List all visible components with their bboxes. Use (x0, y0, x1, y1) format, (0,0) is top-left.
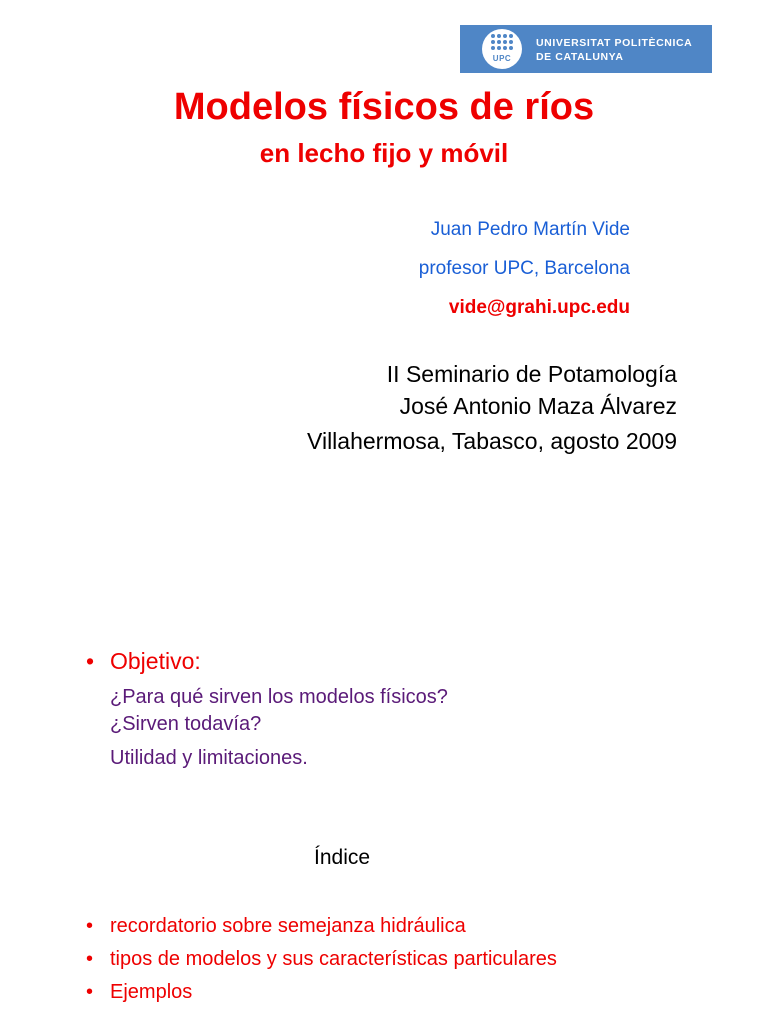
bullet-icon: • (86, 981, 94, 1003)
author-name: Juan Pedro Martín Vide (430, 219, 630, 240)
logo-wordmark (536, 36, 692, 64)
index-item-label: tipos de modelos y sus características particulares (110, 948, 557, 970)
event-honoree: José Antonio Maza Álvarez (399, 393, 677, 419)
author-email: vide@grahi.upc.edu (448, 297, 630, 318)
index-item (86, 915, 466, 938)
upc-logo (460, 25, 712, 73)
objective-item: ¿Sirven todavía? (110, 713, 262, 735)
objective-heading (86, 648, 201, 675)
event-seminar: II Seminario de Potamología (386, 361, 677, 387)
objective-item: ¿Para qué sirven los modelos físicos? (110, 686, 448, 708)
bullet-icon: • (86, 948, 94, 970)
author-affiliation: profesor UPC, Barcelona (418, 258, 630, 279)
logo-line-2: DE CATALUNYA (536, 51, 624, 63)
logo-abbrev: UPC (492, 54, 512, 63)
bullet-icon: • (86, 648, 95, 674)
page-title: Modelos físicos de ríos (173, 86, 595, 128)
objective-item: Utilidad y limitaciones. (110, 747, 308, 769)
index-heading: Índice (314, 846, 371, 869)
logo-line-1: UNIVERSITAT POLITÈCNICA (536, 37, 693, 49)
index-item (86, 981, 192, 1004)
page-subtitle: en lecho fijo y móvil (259, 138, 509, 168)
event-place-date: Villahermosa, Tabasco, agosto 2009 (307, 428, 677, 454)
index-item-label: recordatorio sobre semejanza hidráulica (110, 915, 466, 937)
index-item (86, 948, 557, 971)
index-item-label: Ejemplos (110, 981, 193, 1003)
upc-seal-icon (482, 29, 522, 69)
objective-label: Objetivo: (110, 648, 201, 674)
bullet-icon: • (86, 915, 94, 937)
